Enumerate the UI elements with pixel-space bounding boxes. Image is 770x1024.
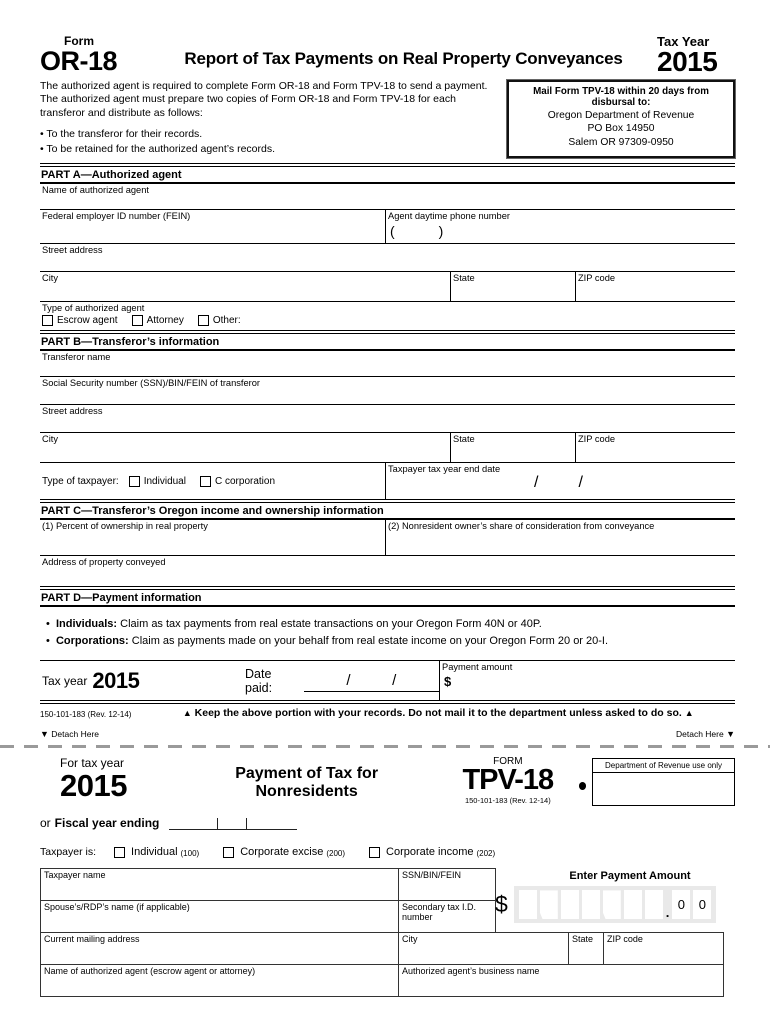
taxyear-value: 2015 [657, 46, 718, 77]
keep-note: ▲ Keep the above portion with your records. Do not mail it to the department unless asked to do so. ▲ [182, 707, 694, 720]
intro-bullets [40, 127, 492, 156]
field-transferor-zip-label: ZIP code [578, 434, 616, 445]
payment-amount-zone [495, 870, 735, 923]
digit-box[interactable] [624, 890, 642, 919]
payment-amount-label: Payment amount [442, 662, 513, 673]
form-number: OR-18 [40, 46, 118, 76]
digit-box[interactable] [519, 890, 537, 919]
part-d-bullet-individuals: • Individuals: Claim as tax payments from real estate transactions on your Oregon Form 40N or 40P. [46, 618, 542, 631]
tpv-corporate-excise-label: Corporate excise [240, 846, 324, 859]
payment-dollar-sign: $ [444, 674, 452, 690]
field-transferor-city[interactable] [40, 433, 450, 462]
digit-box-comma[interactable] [603, 890, 621, 919]
other-label: Other: [212, 315, 241, 327]
field-fein[interactable] [40, 210, 385, 243]
intro-zone [40, 80, 735, 159]
individual-option [129, 476, 186, 487]
or18-footnote [40, 704, 735, 719]
enter-payment-amount-label: Enter Payment Amount [569, 870, 691, 883]
tpv-corporate-excise-code: (200) [326, 848, 346, 858]
tpv-city-label: City [402, 934, 418, 945]
dor-use-only-label: Department of Revenue use only [593, 759, 734, 773]
individual-checkbox[interactable] [129, 476, 140, 487]
tpv-year-value: 2015 [60, 768, 127, 804]
field-property-address[interactable] [40, 556, 735, 586]
attorney-checkbox[interactable] [132, 315, 143, 326]
digit-box[interactable] [582, 890, 600, 919]
tpv-secondary-id-label: Secondary tax I.D. number [402, 902, 477, 923]
taxpayer-type-options [40, 463, 385, 499]
field-agent-street-label: Street address [42, 245, 103, 256]
row-agent-type [40, 302, 735, 330]
field-transferor-name[interactable] [40, 351, 735, 377]
tpv-spouse-label: Spouse’s/RDP’s name (if applicable) [44, 902, 190, 913]
c-corporation-option [200, 476, 275, 487]
part-d-bullets [40, 607, 735, 660]
tpv-state-label: State [572, 934, 594, 945]
tpv-dollar-sign: $ [495, 891, 508, 918]
tpv-table-top [40, 868, 496, 933]
attorney-option [132, 315, 184, 326]
row-ownership [40, 520, 735, 556]
field-tpv-mailing-address[interactable] [41, 933, 399, 965]
payment-amount-entry [495, 886, 735, 923]
tpv-form-number: TPV-18 [462, 764, 554, 797]
field-tpv-spouse-name[interactable] [41, 901, 399, 933]
taxyear-label: Tax Year [657, 34, 710, 49]
tpv-form-code: 150-101-183 (Rev. 12-14) [464, 795, 551, 805]
intro-paragraph: The authorized agent is required to complete Form OR-18 and Form TPV-18 to send a payment. The authorized agent must prepare two copies of Form OR-18 and Form TPV-18 for each transferor and distribute as follows: [40, 79, 488, 120]
field-agent-state[interactable] [450, 272, 575, 301]
part-d-bullet-corporations: • Corporations: Claim as payments made on your behalf from real estate income on your Oregon Form 20 or 20-I. [46, 635, 609, 648]
down-arrow-icon: ▼ [726, 729, 735, 740]
intro-bullet-2: • To be retained for the authorized agent’s records. [40, 142, 276, 155]
tpv-form-id [449, 756, 566, 806]
cents-box-1: 0 [672, 890, 690, 919]
mail-to-line-1: Oregon Department of Revenue [547, 109, 695, 121]
date-paid-group [245, 661, 439, 700]
field-transferor-zip[interactable] [575, 433, 735, 462]
row-transferor-city-state-zip [40, 433, 735, 463]
row-fein-phone [40, 210, 735, 244]
field-percent-ownership[interactable] [40, 520, 385, 555]
up-arrow-icon: ▲ [182, 708, 192, 719]
field-agent-state-label: State [453, 273, 475, 284]
cents-box-2: 0 [693, 890, 711, 919]
fiscal-year-field[interactable] [169, 818, 297, 830]
field-agent-phone[interactable] [385, 210, 735, 243]
escrow-agent-label: Escrow agent [57, 315, 118, 327]
other-checkbox[interactable] [198, 315, 209, 326]
escrow-agent-option [42, 315, 118, 326]
dor-use-only-box [592, 758, 735, 806]
tpv-table-zone [40, 868, 735, 997]
tpv-corporate-income-option [369, 846, 495, 858]
field-tpv-agent-name[interactable] [41, 965, 399, 997]
up-arrow-icon: ▲ [684, 708, 694, 719]
tpv-zip-label: ZIP code [607, 934, 643, 945]
individual-label: Individual [143, 475, 186, 487]
row-payment-info [40, 660, 735, 700]
taxpayer-is-label: Taxpayer is: [40, 846, 97, 859]
field-agent-street[interactable] [40, 244, 735, 272]
payment-tax-year [40, 661, 245, 700]
mail-to-line-2: PO Box 14950 [587, 123, 655, 135]
field-tpv-zip[interactable] [604, 933, 724, 965]
field-tpv-secondary-id[interactable] [399, 901, 496, 933]
part-d-heading: PART D—Payment information [40, 590, 735, 607]
payment-tax-year-value: 2015 [92, 667, 140, 693]
tpv-individual-checkbox[interactable] [114, 847, 125, 858]
tpv-table-bottom [40, 932, 724, 997]
mail-to-line-3: Salem OR 97309-0950 [568, 137, 674, 149]
field-tpv-taxpayer-name[interactable] [41, 869, 399, 901]
field-agent-name[interactable] [40, 184, 735, 210]
taxpayer-is-row [40, 846, 735, 858]
row-taxpayer-type [40, 463, 735, 499]
tpv-taxpayer-name-label: Taxpayer name [44, 870, 106, 881]
intro-bullet-1: • To the transferor for their records. [40, 128, 203, 141]
fiscal-prefix: or [40, 816, 51, 831]
field-transferor-street[interactable] [40, 405, 735, 433]
part-b-heading: PART B—Transferor’s information [40, 334, 735, 351]
payment-tax-year-label: Tax year [42, 673, 88, 688]
field-nonresident-share[interactable] [385, 520, 735, 555]
tpv-ssn-label: SSN/BIN/FEIN [402, 870, 462, 881]
tpv-individual-option [114, 846, 199, 858]
bullet-dot-icon [579, 782, 587, 790]
attorney-label: Attorney [146, 315, 184, 327]
tpv-corporate-excise-option [223, 846, 345, 858]
digit-box[interactable] [561, 890, 579, 919]
tax-year-end-slashes: // [534, 474, 623, 492]
phone-parentheses: ( ) [390, 223, 444, 240]
field-tpv-agent-business[interactable] [399, 965, 724, 997]
tpv-individual-code: (100) [180, 848, 200, 858]
row-agent-city-state-zip [40, 272, 735, 302]
tpv-for-tax-year-label: For tax year [60, 756, 125, 771]
detach-here-right: Detach Here ▼ [675, 729, 735, 740]
field-tpv-state[interactable] [569, 933, 604, 965]
field-payment-amount[interactable] [439, 661, 735, 700]
field-nonresident-share-label: (2) Nonresident owner’s share of consideration from conveyance [388, 521, 655, 532]
down-arrow-icon: ▼ [40, 729, 49, 740]
tpv-title: Payment of Tax for Nonresidents [235, 765, 379, 801]
or18-form-code: 150-101-183 (Rev. 12-14) [40, 710, 132, 720]
field-transferor-street-label: Street address [42, 406, 103, 417]
other-option [198, 315, 241, 326]
decimal-point: . [665, 904, 670, 920]
tpv-header [40, 756, 735, 806]
tpv-corporate-income-code: (202) [476, 848, 496, 858]
tpv-form-word: FORM [493, 756, 523, 768]
mail-to-heading: Mail Form TPV-18 within 20 days from disbursal to: [533, 85, 709, 108]
taxpayer-type-label: Type of taxpayer: [42, 476, 119, 488]
page-title: Report of Tax Payments on Real Property Conveyances [184, 49, 623, 68]
field-transferor-city-label: City [42, 434, 59, 445]
field-transferor-name-label: Transferor name [42, 352, 111, 363]
tpv-agent-name-label: Name of authorized agent (escrow agent or attorney) [44, 966, 256, 977]
tpv-mailing-label: Current mailing address [44, 934, 140, 945]
detach-dashed-line [0, 745, 770, 748]
field-tpv-ssn[interactable] [399, 869, 496, 901]
field-agent-name-label: Name of authorized agent [42, 185, 149, 196]
field-property-address-label: Address of property conveyed [42, 557, 166, 568]
field-tpv-city[interactable] [399, 933, 569, 965]
mail-to-box [507, 80, 735, 159]
field-agent-zip-label: ZIP code [578, 273, 616, 284]
fiscal-year-label: Fiscal year ending [54, 816, 160, 831]
intro-text [40, 80, 492, 159]
field-transferor-ssn-label: Social Security number (SSN)/BIN/FEIN of transferor [42, 378, 261, 389]
field-agent-city[interactable] [40, 272, 450, 301]
c-corporation-checkbox[interactable] [200, 476, 211, 487]
fiscal-year-row [40, 816, 735, 830]
field-tax-year-end-date[interactable] [385, 463, 735, 499]
part-a-heading: PART A—Authorized agent [40, 167, 735, 184]
digit-box-comma[interactable] [540, 890, 558, 919]
tpv-individual-label: Individual [131, 846, 178, 859]
date-paid-field[interactable]: / / [304, 670, 439, 692]
form-word: Form [64, 34, 94, 48]
tpv-corporate-income-checkbox[interactable] [369, 847, 380, 858]
part-c-heading: PART C—Transferor’s Oregon income and ownership information [40, 503, 735, 520]
date-paid-label: Date paid: [245, 666, 273, 695]
tpv-corporate-income-label: Corporate income [386, 846, 474, 859]
payment-digit-strip[interactable] [514, 886, 717, 923]
detach-here-left: ▼ Detach Here [40, 729, 100, 740]
tpv-corporate-excise-checkbox[interactable] [223, 847, 234, 858]
field-agent-city-label: City [42, 273, 59, 284]
field-transferor-ssn[interactable] [40, 377, 735, 405]
field-percent-ownership-label: (1) Percent of ownership in real property [42, 521, 208, 532]
tpv-for-tax-year [40, 756, 182, 806]
field-transferor-state[interactable] [450, 433, 575, 462]
detach-row [40, 719, 735, 743]
field-agent-phone-label: Agent daytime phone number [388, 211, 510, 222]
tpv-agent-business-label: Authorized agent’s business name [402, 966, 540, 977]
field-transferor-state-label: State [453, 434, 475, 445]
or18-taxyear [657, 34, 735, 76]
field-tax-year-end-label: Taxpayer tax year end date [388, 464, 501, 475]
field-agent-zip[interactable] [575, 272, 735, 301]
or18-header [40, 0, 735, 76]
digit-box[interactable] [645, 890, 663, 919]
agent-type-options [40, 313, 735, 330]
field-fein-label: Federal employer ID number (FEIN) [42, 211, 191, 222]
agent-type-label: Type of authorized agent [42, 303, 145, 314]
c-corporation-label: C corporation [214, 475, 276, 487]
escrow-agent-checkbox[interactable] [42, 315, 53, 326]
or18-form-id [40, 34, 150, 76]
